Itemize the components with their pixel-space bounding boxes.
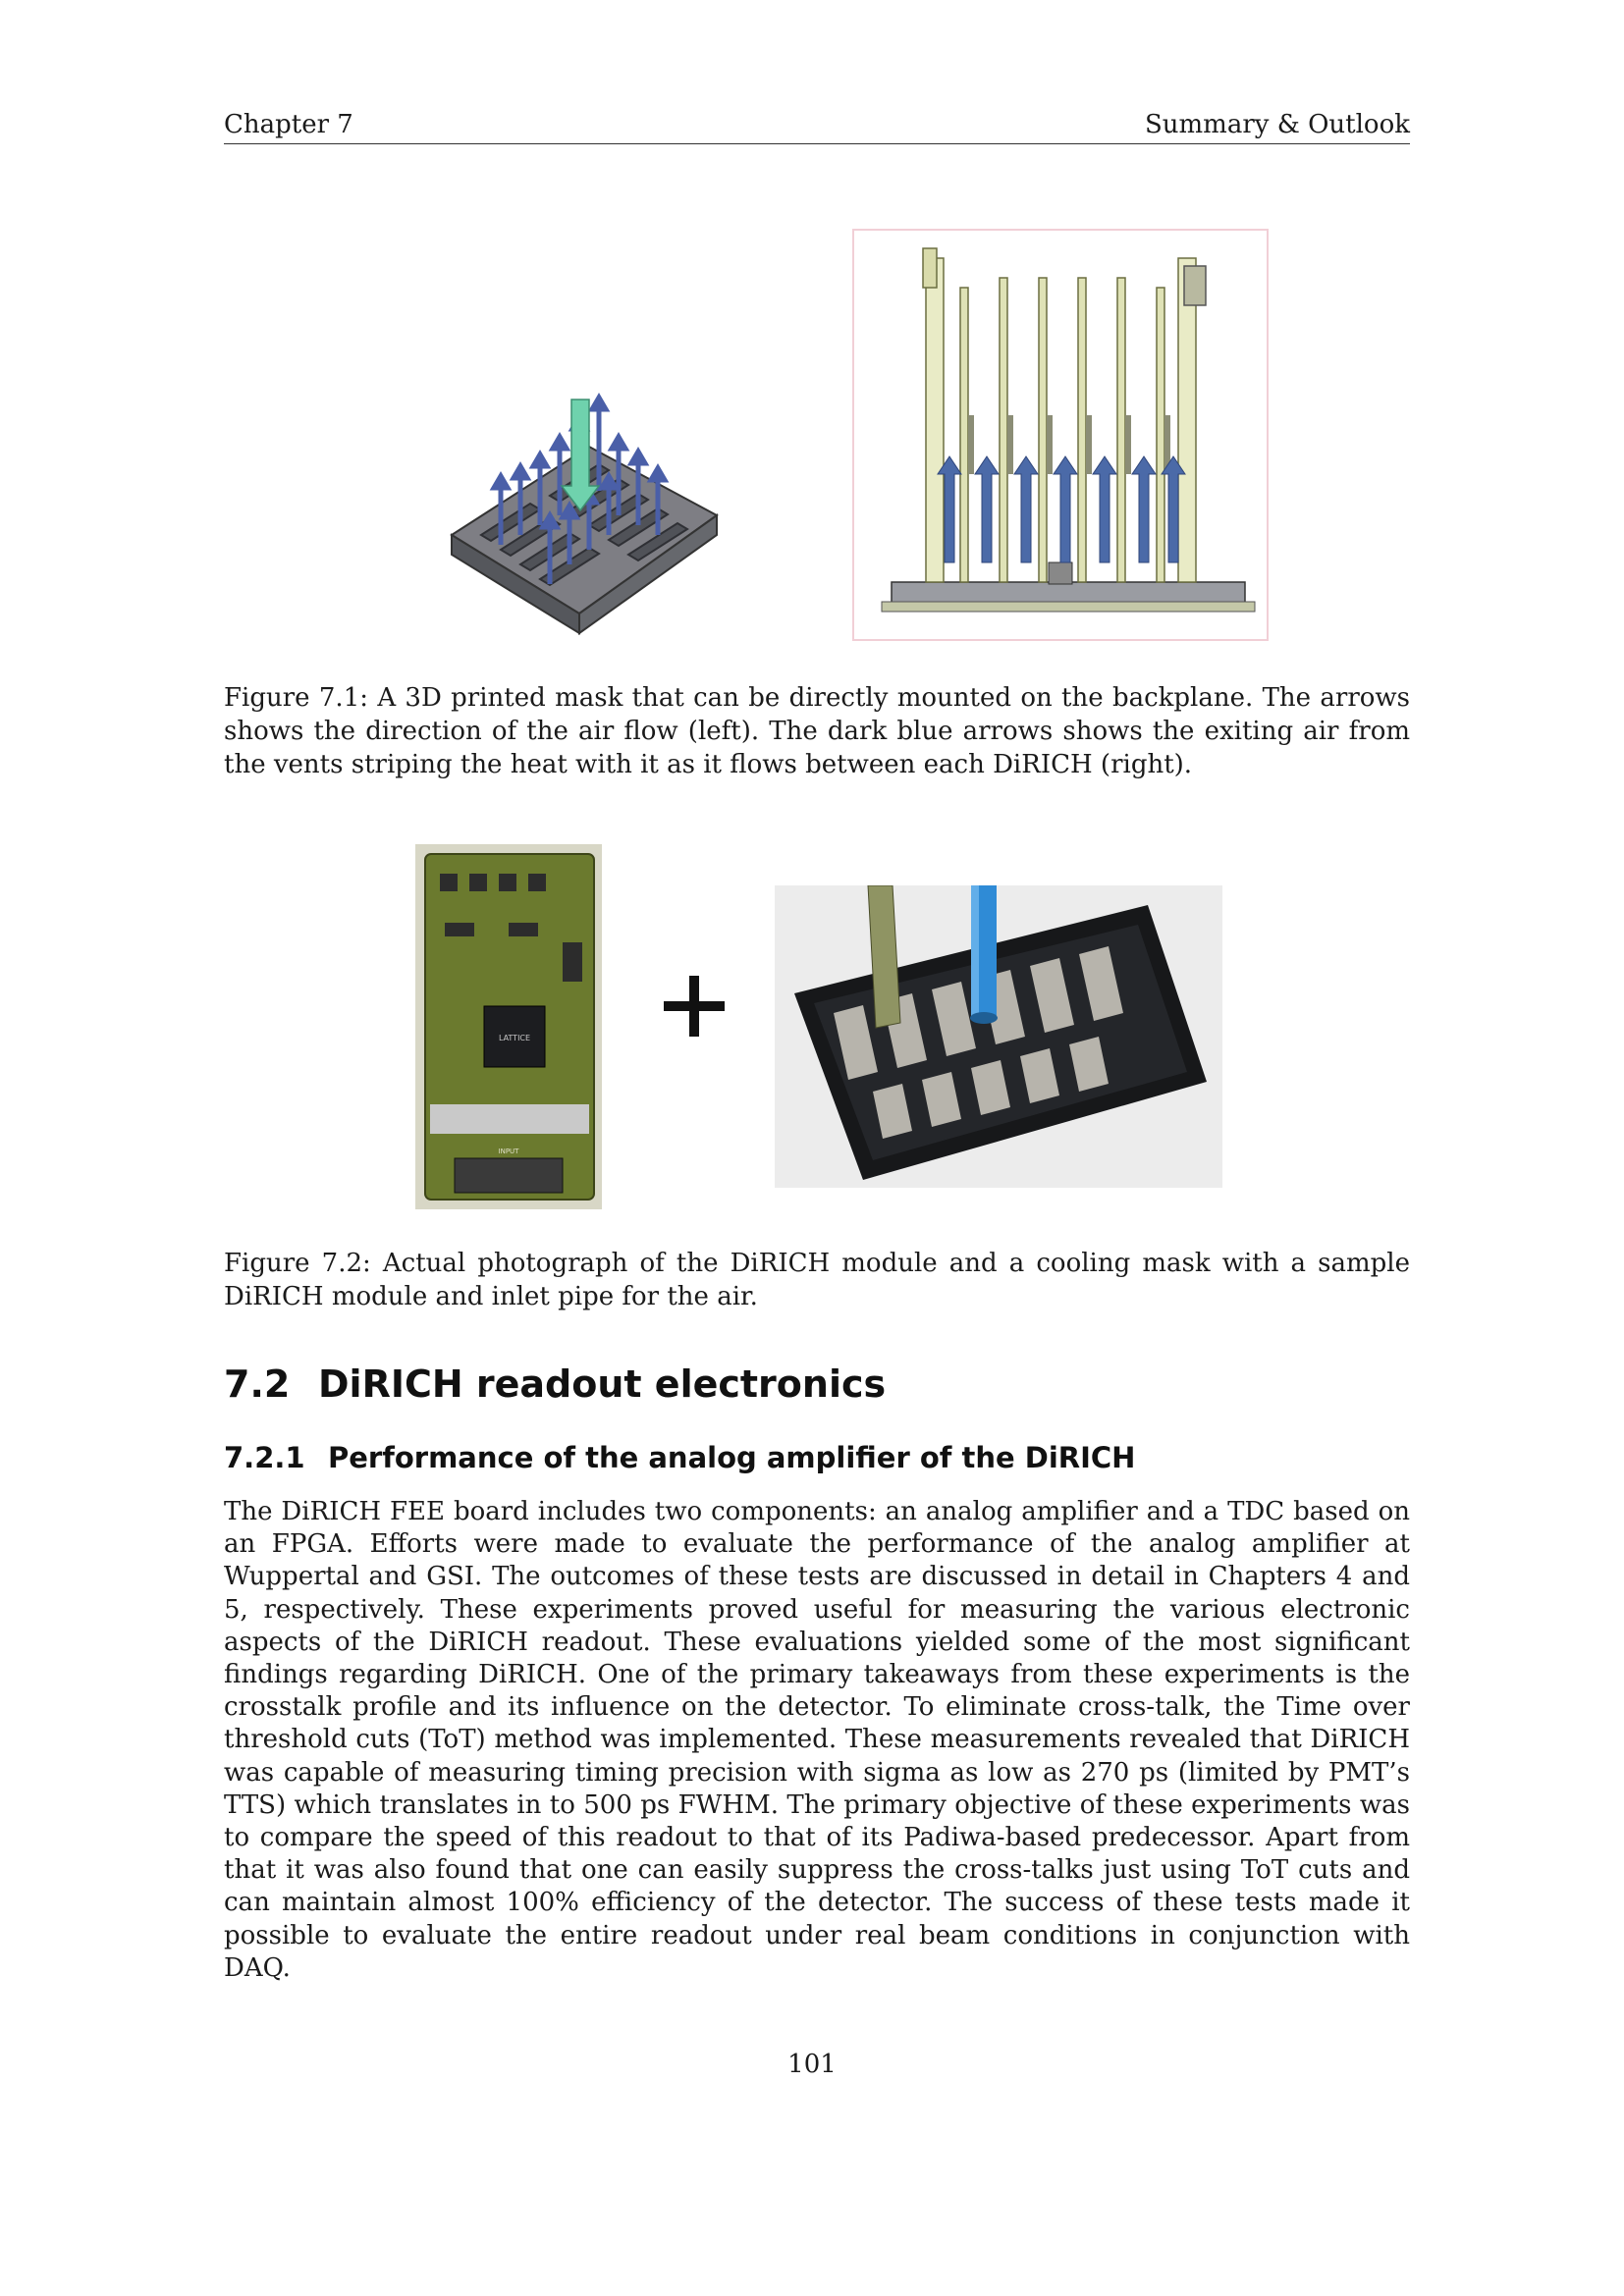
connector-label: INPUT	[498, 1148, 519, 1155]
figure-7-2-cooling-mask-photo	[775, 885, 1222, 1188]
body-paragraph: The DiRICH FEE board includes two components: an analog amplifier and a TDC based on an FPGA. Efforts were made to evaluate the performance of the analog amplifier at Wuppertal and GSI. The outcomes of these tests are discussed in detail in Chapters 4 and 5, respectively. These experiments proved useful for measuring the various electronic aspects of the DiRICH readout. These evaluations yielded some of the most significant findings regarding DiRICH. One of the primary takeaways from these experiments is the crosstalk profile and its influence on the detector. To eliminate cross-talk, the Time over threshold cuts (ToT) method was implemented. These measurements revealed that DiRICH was capable of measuring timing precision with sigma as low as 270 ps (limited by PMT’s TTS) which translates in to 500 ps FWHM. The primary objective of these experiments was to compare the speed of this readout to that of its Padiwa-based predecessor. Apart from that it was also found that one can easily suppress the cross-talks just using ToT cuts and can maintain almost 100% efficiency of the detector. The success of these tests made it possible to evaluate the entire readout under real beam conditions in conjunction with DAQ.	[224, 1497, 1410, 1983]
section-number: 7.2	[224, 1362, 291, 1406]
plus-sign	[658, 970, 731, 1042]
header-section: Summary & Outlook	[1144, 110, 1410, 139]
header-chapter: Chapter 7	[224, 110, 353, 139]
subsection-title: Performance of the analog amplifier of the DiRICH	[328, 1441, 1136, 1474]
figure-7-1-caption: Figure 7.1: A 3D printed mask that can be directly mounted on the backplane. The arrows shows the direction of the air flow (left). The dark blue arrows shows the exiting air from the vents striping the heat with it as it flows between each DiRICH (right).	[224, 683, 1410, 779]
chip-label: LATTICE	[498, 1034, 531, 1042]
section-title: DiRICH readout electronics	[318, 1362, 887, 1406]
running-header	[224, 106, 1410, 144]
figure-7-2-dirich-module-photo	[415, 844, 602, 1209]
figure-7-1-right-cross-section	[852, 229, 1269, 641]
figure-7-1-left-mask-render	[442, 388, 727, 643]
subsection-heading	[224, 1441, 1135, 1474]
subsection-number: 7.2.1	[224, 1441, 305, 1474]
figure-7-2-caption: Figure 7.2: Actual photograph of the DiRICH module and a cooling mask with a sample DiRICH module and inlet pipe for the air.	[224, 1249, 1410, 1311]
page-number: 101	[787, 2050, 837, 2079]
section-heading	[224, 1362, 886, 1406]
